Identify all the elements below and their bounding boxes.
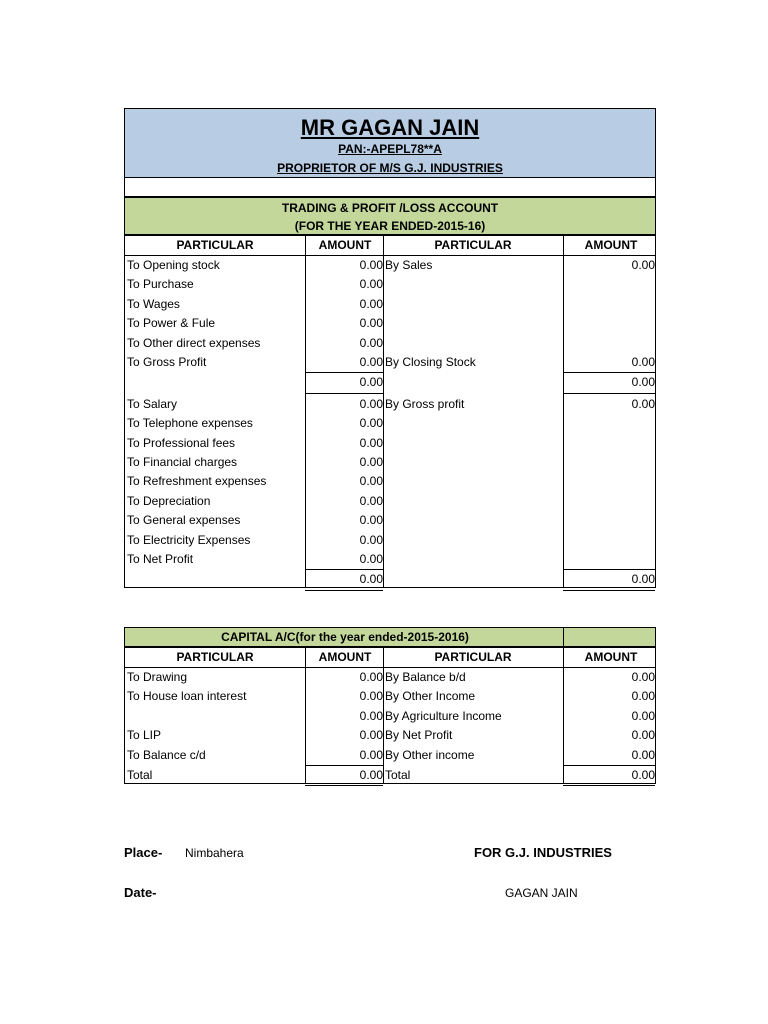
- header-block: [124, 108, 656, 178]
- table-cell: [385, 295, 561, 314]
- table-cell: 0.00: [359, 335, 383, 350]
- total-cell: [127, 373, 303, 392]
- table-cell: By Gross profit: [385, 396, 465, 411]
- table-cell: [385, 511, 561, 530]
- column-header: PARTICULAR: [434, 238, 512, 252]
- total-cell: Total: [385, 768, 411, 782]
- table-cell: 0.00: [631, 747, 655, 762]
- table-cell: [385, 434, 561, 453]
- table-cell: To Drawing: [127, 670, 188, 684]
- table-cell: [385, 453, 561, 472]
- table-cell: [385, 314, 561, 333]
- table-cell: 0.00: [631, 396, 655, 411]
- total-cell: 0.00: [631, 768, 655, 782]
- table-cell: To Power & Fule: [127, 316, 216, 331]
- table-cell: [567, 453, 655, 472]
- table-cell: [567, 275, 655, 294]
- column-header: AMOUNT: [584, 238, 638, 252]
- table-cell: To General expenses: [127, 513, 241, 528]
- table-cell: To Net Profit: [127, 552, 194, 566]
- table-cell: To Salary: [127, 396, 178, 411]
- table-cell: 0.00: [359, 416, 383, 431]
- trading-table: [124, 235, 656, 588]
- table-cell: [385, 275, 561, 294]
- place-value: Nimbahera: [185, 846, 244, 860]
- table-cell: [567, 492, 655, 511]
- capital-title: CAPITAL A/C(for the year ended-2015-2016): [221, 630, 469, 644]
- blank-row: [124, 178, 656, 197]
- trading-title-block: [124, 197, 656, 235]
- table-cell: [567, 472, 655, 491]
- table-cell: 0.00: [359, 532, 383, 547]
- table-cell: By Balance b/d: [385, 670, 466, 684]
- table-cell: 0.00: [359, 355, 383, 369]
- total-cell: [385, 373, 561, 392]
- table-cell: 0.00: [359, 728, 383, 743]
- date-label: Date-: [124, 885, 157, 900]
- table-cell: 0.00: [359, 277, 383, 292]
- capital-table: [124, 647, 656, 784]
- table-cell: To Depreciation: [127, 493, 211, 508]
- table-cell: 0.00: [359, 552, 383, 566]
- table-cell: By Net Profit: [385, 728, 453, 743]
- table-cell: 0.00: [359, 670, 383, 684]
- proprietor-of-line: PROPRIETOR OF M/S G.J. INDUSTRIES: [277, 161, 503, 175]
- table-cell: To Other direct expenses: [127, 335, 261, 350]
- trading-title: TRADING & PROFIT /LOSS ACCOUNT: [281, 201, 499, 215]
- table-cell: [567, 314, 655, 333]
- table-cell: To Opening stock: [127, 258, 220, 272]
- table-cell: [385, 472, 561, 491]
- total-cell: 0.00: [359, 768, 383, 782]
- table-cell: 0.00: [359, 258, 383, 272]
- table-cell: [567, 531, 655, 550]
- table-cell: [385, 334, 561, 353]
- table-cell: To Financial charges: [127, 455, 238, 469]
- total-cell: 0.00: [631, 572, 655, 587]
- table-cell: [567, 550, 655, 569]
- total-cell: 0.00: [631, 375, 655, 390]
- total-cell: 0.00: [359, 572, 383, 587]
- table-cell: To House loan interest: [127, 689, 247, 704]
- table-cell: 0.00: [359, 689, 383, 704]
- table-cell: [127, 707, 303, 726]
- table-cell: By Sales: [385, 258, 433, 272]
- table-cell: 0.00: [359, 747, 383, 762]
- table-cell: To Purchase: [127, 277, 194, 292]
- table-cell: 0.00: [631, 258, 655, 272]
- table-cell: 0.00: [359, 296, 383, 311]
- table-cell: 0.00: [359, 708, 383, 723]
- total-cell: Total: [127, 768, 153, 782]
- table-cell: By Agriculture Income: [385, 708, 502, 723]
- proprietor-name: MR GAGAN JAIN: [300, 115, 480, 140]
- table-cell: By Closing Stock: [385, 355, 476, 369]
- column-header: AMOUNT: [318, 650, 372, 664]
- table-cell: 0.00: [631, 689, 655, 704]
- table-cell: To Professional fees: [127, 435, 236, 450]
- table-cell: [385, 492, 561, 511]
- column-header: PARTICULAR: [176, 238, 254, 252]
- column-header: PARTICULAR: [434, 650, 512, 664]
- table-cell: To LIP: [127, 728, 162, 743]
- table-cell: [567, 434, 655, 453]
- table-cell: [567, 511, 655, 530]
- table-cell: [567, 414, 655, 433]
- table-cell: 0.00: [359, 396, 383, 411]
- table-cell: 0.00: [359, 513, 383, 528]
- table-cell: 0.00: [359, 474, 383, 489]
- table-cell: By Other Income: [385, 689, 476, 704]
- table-cell: 0.00: [631, 670, 655, 684]
- table-cell: To Telephone expenses: [127, 416, 253, 431]
- table-cell: To Electricity Expenses: [127, 532, 251, 547]
- trading-subtitle: (FOR THE YEAR ENDED-2015-16): [294, 219, 486, 233]
- table-cell: [385, 531, 561, 550]
- column-header: AMOUNT: [318, 238, 372, 252]
- table-cell: [567, 334, 655, 353]
- table-cell: [385, 550, 561, 569]
- total-cell: [385, 570, 561, 589]
- capital-title-block: [124, 627, 656, 647]
- column-header: AMOUNT: [584, 650, 638, 664]
- table-cell: [567, 295, 655, 314]
- table-cell: To Refreshment expenses: [127, 474, 267, 489]
- for-company: FOR G.J. INDUSTRIES: [474, 845, 612, 860]
- table-cell: By Other income: [385, 747, 475, 762]
- table-cell: 0.00: [631, 708, 655, 723]
- place-label: Place-: [124, 845, 163, 860]
- table-cell: To Gross Profit: [127, 355, 207, 369]
- column-header: PARTICULAR: [176, 650, 254, 664]
- table-cell: [385, 414, 561, 433]
- table-cell: 0.00: [631, 355, 655, 369]
- table-cell: To Wages: [127, 296, 180, 311]
- signatory-name: GAGAN JAIN: [505, 886, 578, 900]
- table-cell: 0.00: [359, 435, 383, 450]
- table-cell: 0.00: [359, 455, 383, 469]
- table-cell: To Balance c/d: [127, 747, 206, 762]
- total-cell: 0.00: [359, 375, 383, 390]
- total-cell: [127, 570, 303, 589]
- pan-number: PAN:-APEPL78**A: [338, 142, 442, 156]
- table-cell: 0.00: [631, 728, 655, 743]
- table-cell: 0.00: [359, 316, 383, 331]
- table-cell: 0.00: [359, 493, 383, 508]
